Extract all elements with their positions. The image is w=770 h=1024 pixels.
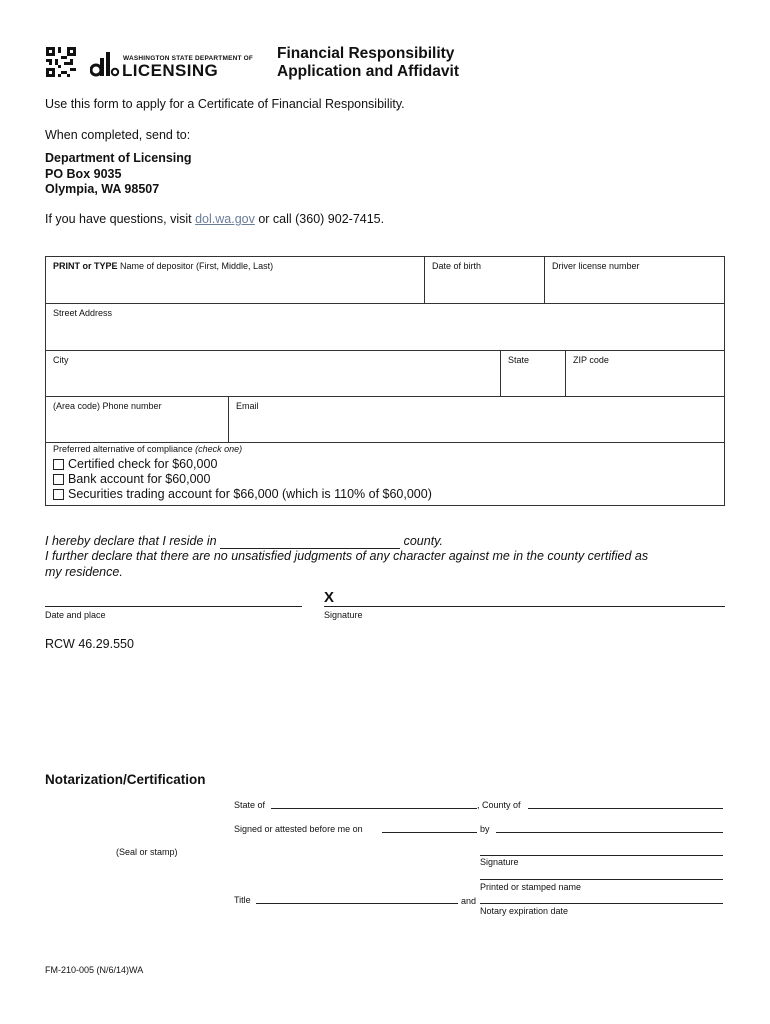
- email-label: Email: [236, 401, 259, 411]
- form-number: FM-210-005 (N/6/14)WA: [45, 965, 144, 975]
- form-title: [277, 45, 459, 81]
- row-street: [46, 304, 724, 351]
- option-securities-account[interactable]: Securities trading account for $66,000 (which is 110% of $60,000): [53, 487, 432, 501]
- qr-code-icon: [46, 47, 76, 77]
- date-place-label: Date and place: [45, 610, 106, 620]
- state-label: State: [508, 355, 530, 365]
- signed-by-line[interactable]: [496, 832, 723, 833]
- row-contact: [46, 397, 724, 443]
- by-label: by: [480, 824, 490, 834]
- email-field[interactable]: [228, 397, 725, 442]
- phone-label: (Area code) Phone number: [53, 401, 162, 411]
- mailing-address: [45, 151, 192, 198]
- city-field[interactable]: [46, 351, 500, 396]
- address-line-3: Olympia, WA 98507: [45, 182, 160, 196]
- printed-name-line[interactable]: [480, 879, 723, 880]
- notarization-heading: Notarization/Certification: [45, 772, 206, 787]
- questions-text: [45, 212, 384, 226]
- dol-website-link[interactable]: dol.wa.gov: [195, 212, 255, 226]
- title-label: Title: [234, 895, 251, 905]
- send-to-text: When completed, send to:: [45, 128, 191, 142]
- driver-license-label: Driver license number: [552, 261, 640, 271]
- county-of-label: , County of: [477, 800, 521, 810]
- notary-state-line[interactable]: [271, 808, 477, 809]
- seal-stamp-label: (Seal or stamp): [116, 847, 178, 857]
- date-place-line[interactable]: [45, 606, 302, 607]
- address-line-2: PO Box 9035: [45, 166, 122, 181]
- name-label: PRINT or TYPE Name of depositor (First, Middle, Last): [53, 261, 274, 271]
- applicant-info-form: [45, 256, 725, 506]
- notary-signature-label: Signature: [480, 857, 519, 867]
- checkbox-securities-account[interactable]: [53, 489, 64, 500]
- and-label: and: [461, 896, 477, 906]
- declaration-line-2: I further declare that there are no unsatisfied judgments of any character against me in the county certified as: [45, 549, 649, 563]
- notary-title-line[interactable]: [256, 903, 458, 904]
- compliance-label: Preferred alternative of compliance (check one): [53, 444, 243, 454]
- name-field[interactable]: [46, 257, 424, 303]
- dob-label: Date of birth: [432, 261, 482, 271]
- address-line-1: Department of Licensing: [45, 151, 192, 165]
- option-certified-check[interactable]: Certified check for $60,000: [53, 457, 217, 471]
- notary-county-line[interactable]: [528, 808, 723, 809]
- dol-logo-icon: [90, 50, 120, 78]
- signature-x-mark: X: [324, 589, 335, 606]
- expiration-date-line[interactable]: [480, 903, 723, 904]
- notary-signature-line[interactable]: [480, 855, 723, 856]
- zip-label: ZIP code: [573, 355, 609, 365]
- state-field[interactable]: [500, 351, 565, 396]
- row-name: [46, 257, 724, 304]
- row-city: [46, 351, 724, 397]
- questions-prefix: If you have questions, visit: [45, 212, 196, 226]
- signed-date-line[interactable]: [382, 832, 477, 833]
- expiration-date-label: Notary expiration date: [480, 906, 569, 916]
- county-of-residence-field[interactable]: [220, 534, 400, 549]
- questions-suffix: or call (360) 902-7415.: [254, 212, 385, 226]
- option-bank-account[interactable]: Bank account for $60,000: [53, 472, 210, 486]
- rcw-reference: RCW 46.29.550: [45, 637, 134, 651]
- signature-label: Signature: [324, 610, 363, 620]
- driver-license-field[interactable]: [544, 257, 725, 303]
- street-address-label: Street Address: [53, 308, 113, 318]
- signature-line[interactable]: [324, 606, 725, 607]
- phone-field[interactable]: [46, 397, 228, 442]
- city-label: City: [53, 355, 69, 365]
- zip-field[interactable]: [565, 351, 725, 396]
- agency-name-big: LICENSING: [122, 61, 219, 80]
- declaration-line-1: I hereby declare that I reside in county.: [45, 534, 443, 548]
- street-address-field[interactable]: [46, 304, 725, 350]
- dob-field[interactable]: [424, 257, 544, 303]
- agency-name-small: WASHINGTON STATE DEPARTMENT OF: [123, 55, 254, 62]
- signed-before-label: Signed or attested before me on: [234, 824, 363, 834]
- checkbox-certified-check[interactable]: [53, 459, 64, 470]
- title-line-2: Application and Affidavit: [277, 63, 459, 80]
- purpose-text: Use this form to apply for a Certificate of Financial Responsibility.: [45, 97, 405, 111]
- checkbox-bank-account[interactable]: [53, 474, 64, 485]
- row-compliance: [46, 443, 724, 505]
- printed-name-label: Printed or stamped name: [480, 882, 582, 892]
- title-line-1: Financial Responsibility: [277, 45, 455, 62]
- declaration-line-3: my residence.: [45, 565, 123, 579]
- state-of-label: State of: [234, 800, 266, 810]
